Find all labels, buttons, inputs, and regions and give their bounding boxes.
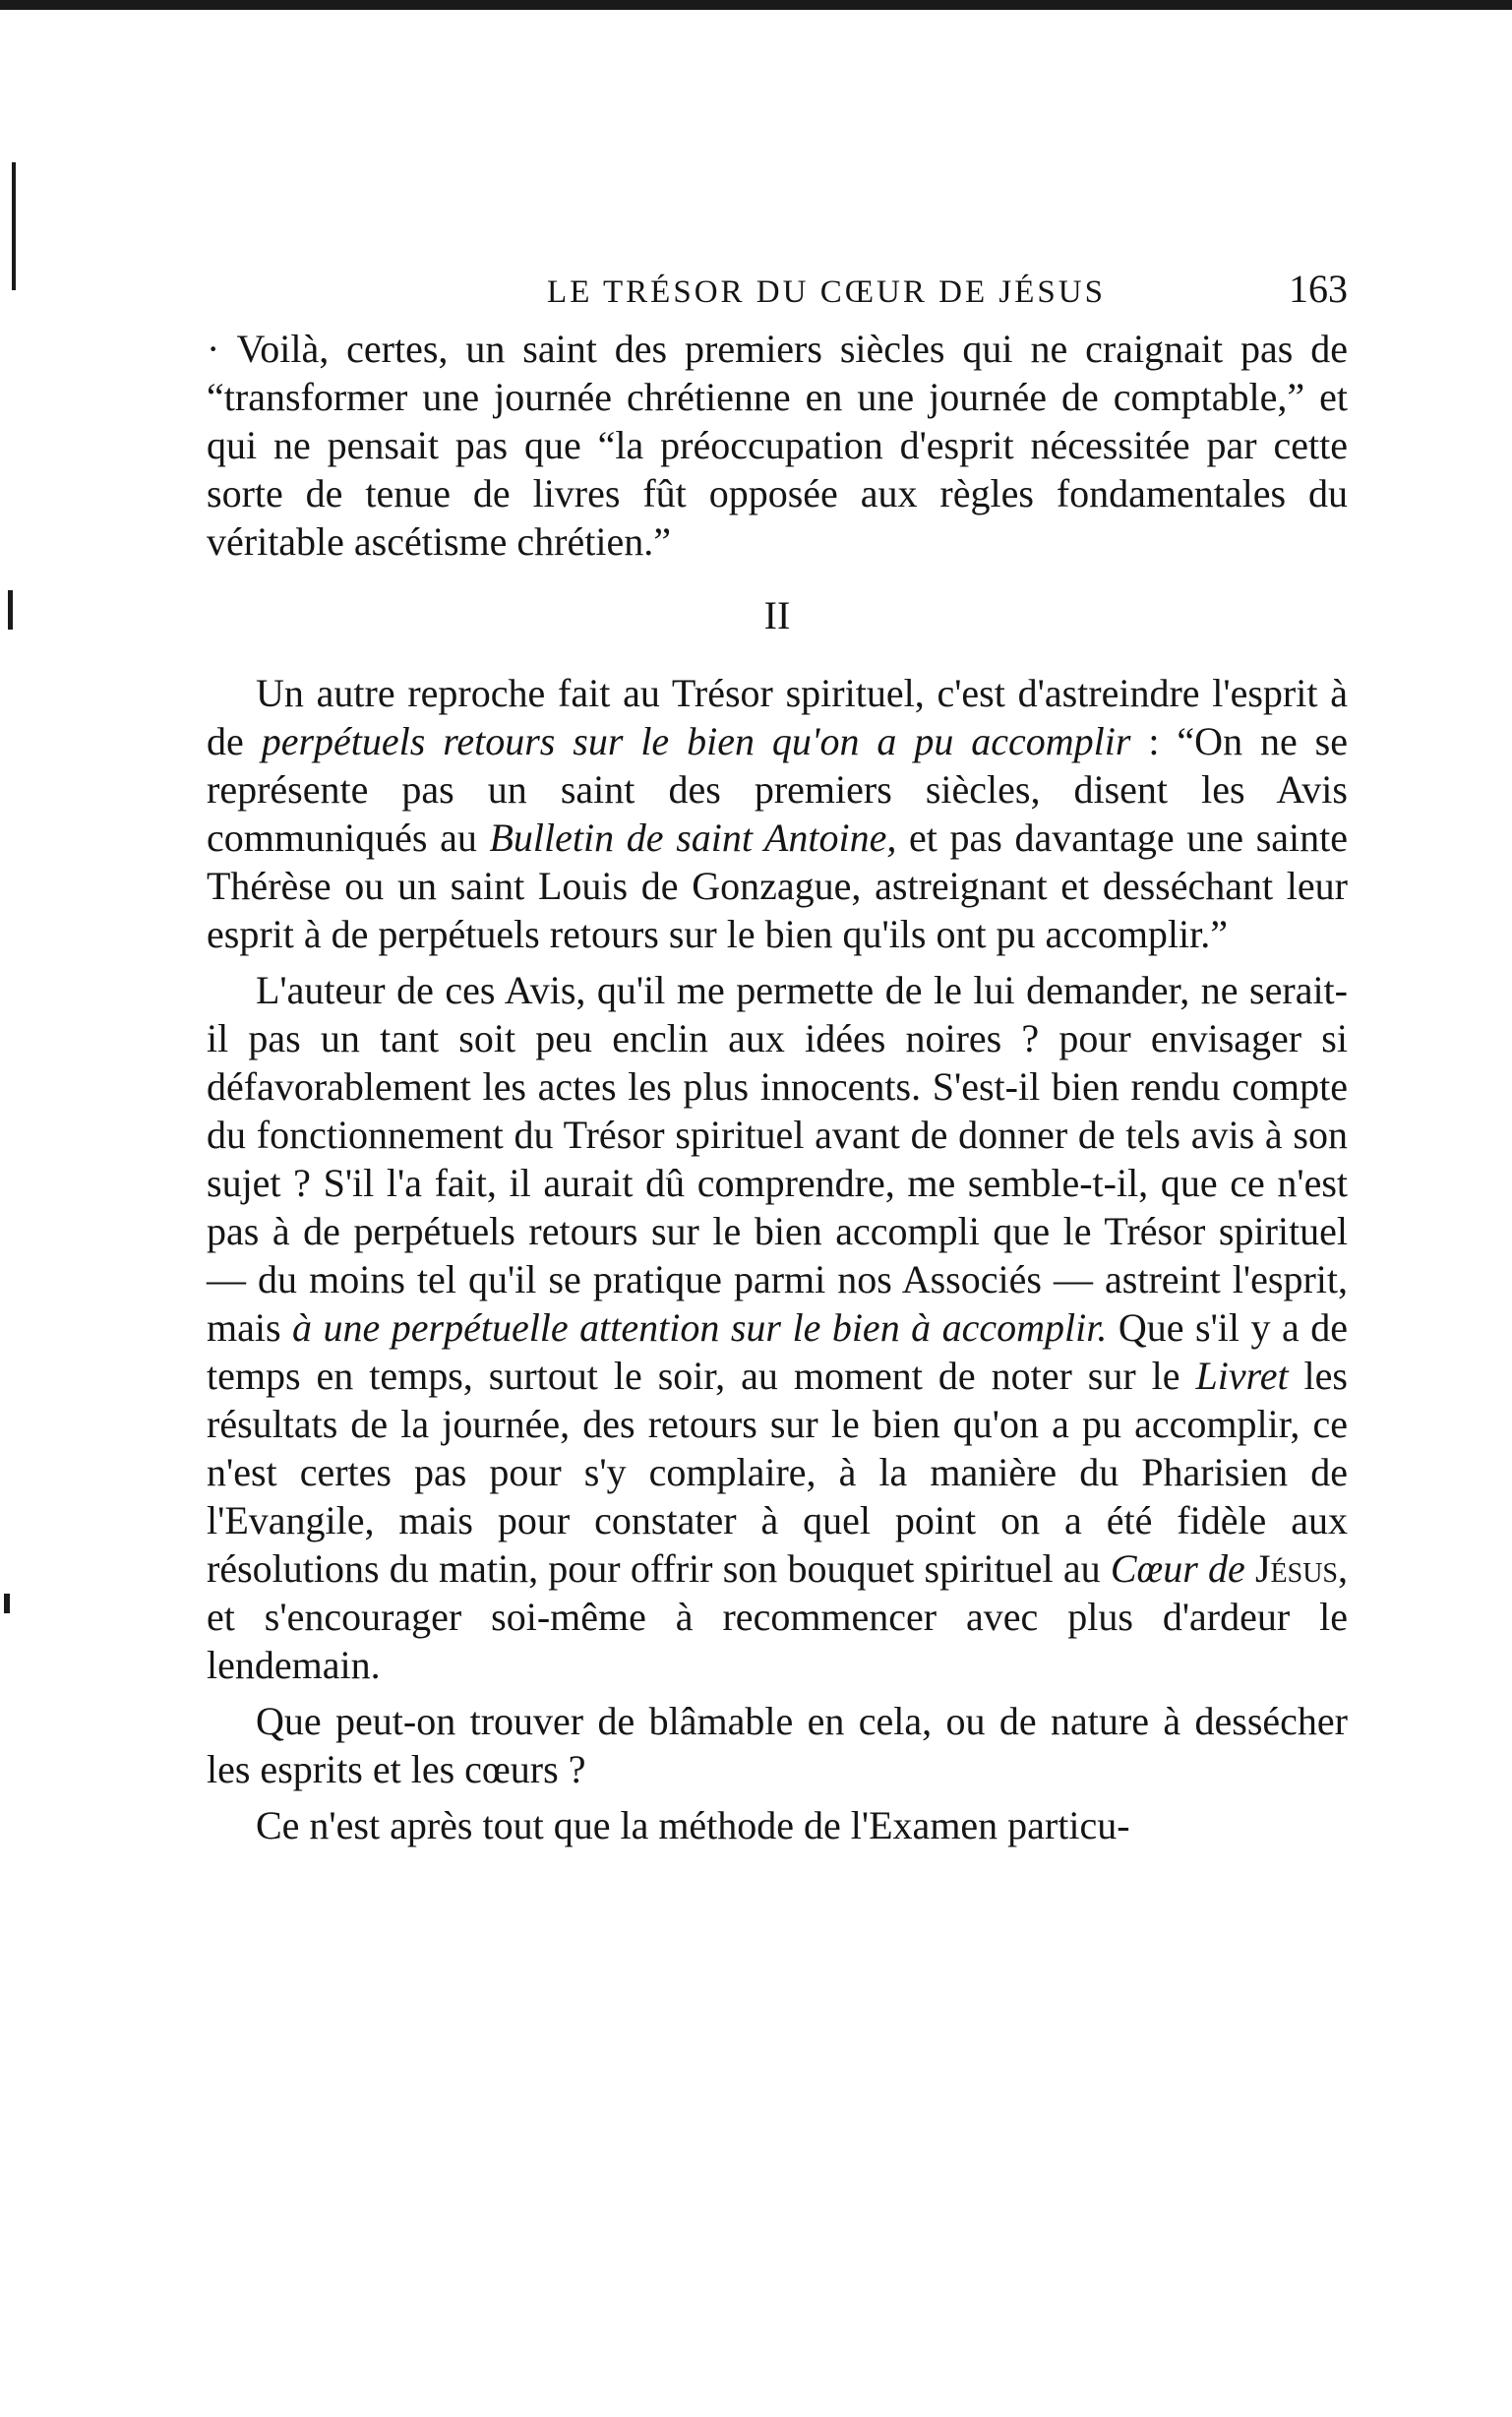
text-run: Que s'il y a de temps en temps, surtout le soir, au moment de noter sur le	[207, 1305, 1348, 1398]
binding-mark	[4, 1594, 10, 1613]
text-run: , et s'encourager soi-même à recommencer avec plus d'ardeur le lendemain.	[207, 1546, 1348, 1687]
paragraph	[207, 966, 1348, 1689]
text-run: L'auteur de ces Avis, qu'il me permette de le lui demander, ne serait-il pas un tant soit peu enclin aux idées noires ? pour envisager si défavorablement les actes les plus innocents. S'est-il bien rendu compte du fonctionnement du Trésor spirituel avant de donner de tels avis à son sujet ? S'il l'a fait, il aurait dû comprendre, me semble-t-il, que ce n'est pas à de perpétuels retours sur le bien accompli que le Trésor spirituel — du moins tel qu'il se pratique parmi nos Associés — astreint l'esprit, mais	[207, 968, 1348, 1350]
paragraph: Que peut-on trouver de blâmable en cela, ou de nature à dessécher les esprits et les cœurs ?	[207, 1699, 1348, 1791]
text-run: Un autre reproche fait au Trésor spirituel, c'est d'astreindre l'esprit à de	[207, 671, 1348, 763]
italic-run: Cœur de	[1110, 1546, 1245, 1591]
running-head: LE TRÉSOR DU CŒUR DE JÉSUS	[547, 274, 1106, 310]
italic-run: perpétuels retours sur le bien qu'on a pu accomplir	[261, 719, 1131, 763]
paragraph: · Voilà, certes, un saint des premiers siècles qui ne craignait pas de “transformer une journée chrétienne en une journée de comptable,” et qui ne pensait pas que “la préoccupation d'esprit nécessitée par cette sorte de tenue de livres fût opposée aux règles fondamentales du véritable ascétisme chrétien.”	[207, 327, 1348, 564]
text-run: les résultats de la journée, des retours sur le bien qu'on a pu accomplir, ce n'est certes pas pour s'y complaire, à la manière du Pharisien de l'Evangile, mais pour constater à quel point on a été fidèle aux résolutions du matin, pour offrir son bouquet spirituel au	[207, 1354, 1348, 1591]
page-header	[207, 266, 1348, 325]
section-number: II	[763, 593, 791, 637]
small-caps-run: Jésus	[1244, 1546, 1338, 1591]
italic-run: à une perpétuelle attention sur le bien à accomplir.	[292, 1305, 1108, 1350]
paragraph: Ce n'est après tout que la méthode de l'Examen particu-	[256, 1803, 1130, 1847]
text-run: : “On ne se représente pas un saint des premiers siècles, disent les Avis communiqués au	[207, 719, 1349, 860]
binding-mark	[12, 162, 16, 290]
page-number: 163	[1289, 267, 1348, 311]
binding-mark	[8, 590, 13, 630]
text-run: et pas davantage une sainte Thérèse ou un saint Louis de Gonzague, astreignant et desséchant leur esprit à de perpétuels retours sur le bien qu'ils ont pu accomplir.”	[207, 816, 1348, 956]
book-page	[207, 266, 1348, 1849]
italic-run: Livret	[1195, 1354, 1289, 1398]
paragraph	[207, 669, 1348, 958]
top-page-edge	[0, 0, 1512, 10]
italic-run: Bulletin de saint Antoine,	[489, 816, 897, 860]
